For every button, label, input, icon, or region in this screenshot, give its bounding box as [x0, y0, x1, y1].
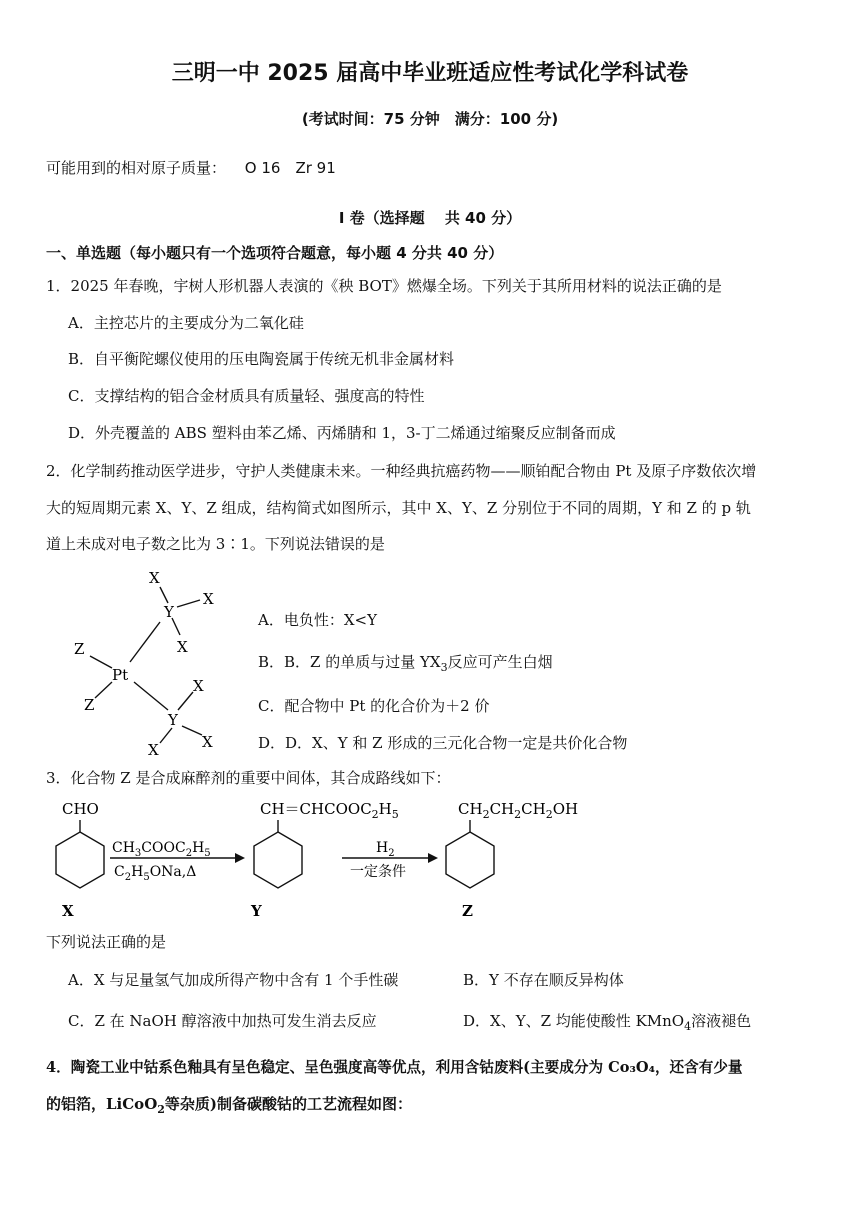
atom-x-4: X — [193, 677, 204, 695]
atomic-mass-values: O 16 Zr 91 — [244, 159, 336, 177]
section-heading: 一、单选题（每小题只有一个选项符合题意，每小题 4 分共 40 分） — [46, 244, 504, 262]
q4-line-2-b: 等杂质)制备碳酸钴的工艺流程如图： — [164, 1095, 413, 1113]
reagent-1-top: $CH_3COOC_2H_5$ — [112, 840, 211, 859]
section-title: I 卷（选择题 共 40 分） — [338, 209, 522, 227]
z-substituent: $CH_2CH_2CH_2OH$ — [458, 800, 579, 821]
q2-option-c: C．配合物中 Pt 的化合价为＋2 价 — [258, 697, 490, 715]
q3-option-d-suffix: 溶液褪色 — [691, 1012, 752, 1030]
exam-subtitle: (考试时间：75 分钟 满分：100 分) — [301, 110, 559, 128]
q1-stem: 1．2025 年春晚，宇树人形机器人表演的《秧 BOT》燃爆全场。下列关于其所用材料的说法正确的是 — [46, 277, 722, 295]
atom-pt: Pt — [112, 666, 129, 684]
reagent-2-bottom: 一定条件 — [350, 864, 406, 880]
reagent-2-top: $H_2$ — [376, 840, 395, 859]
atom-y-1: Y — [164, 603, 174, 621]
compound-label-y: Y — [251, 902, 262, 920]
y-substituent: $CH=CHCOOC_2H_5$ — [260, 800, 399, 821]
q2-option-b — [258, 651, 553, 674]
q4-line-2-sub: 2 — [157, 1103, 165, 1116]
q2-option-a: A．电负性：X<Y — [258, 611, 377, 629]
q4-line-2-a: 的铝箔，LiCoO — [46, 1095, 158, 1113]
q4-line-1: 4．陶瓷工业中钴系色釉具有呈色稳定、呈色强度高等优点，利用含钴废料(主要成分为 Co₃O₄，还含有少量 — [46, 1059, 743, 1076]
q3-option-d — [463, 1010, 751, 1033]
q4-line-2 — [46, 1093, 412, 1116]
q3-option-c: C．Z 在 NaOH 醇溶液中加热可发生消去反应 — [68, 1012, 377, 1030]
q3-option-b: B．Y 不存在顺反异构体 — [463, 971, 624, 989]
q2-option-b-prefix: B．B．Z 的单质与过量 YX — [258, 653, 441, 671]
q3-option-a: A．X 与足量氢气加成所得产物中含有 1 个手性碳 — [68, 971, 399, 989]
q1-option-c: C．支撑结构的铝合金材质具有质量轻、强度高的特性 — [68, 387, 425, 405]
atom-x-3: X — [177, 638, 188, 656]
q2-stem-line-1: 2．化学制药推动医学进步，守护人类健康未来。一种经典抗癌药物——顺铂配合物由 Pt 及原子序数依次增 — [46, 462, 757, 480]
atom-x-6: X — [148, 741, 159, 759]
q3-option-d-prefix: D．X、Y、Z 均能使酸性 KMnO — [463, 1012, 685, 1030]
q2-stem-line-3: 道上未成对电子数之比为 3∶1。下列说法错误的是 — [46, 535, 385, 553]
q3-prompt: 下列说法正确的是 — [46, 933, 167, 951]
q2-option-b-sub: 3 — [440, 661, 448, 674]
q1-option-d: D．外壳覆盖的 ABS 塑料由苯乙烯、丙烯腈和 1，3-丁二烯通过缩聚反应制备而成 — [68, 424, 616, 442]
q2-stem-line-2: 大的短周期元素 X、Y、Z 组成，结构简式如图所示，其中 X、Y、Z 分别位于不同的周期，Y 和 Z 的 p 轨 — [46, 499, 751, 517]
exam-title: 三明一中 2025 届高中毕业班适应性考试化学科试卷 — [171, 61, 689, 86]
x-substituent: CHO — [62, 800, 99, 818]
atomic-mass-label: 可能用到的相对原子质量： — [46, 159, 227, 177]
reagent-1-bottom: $C_2H_5ONa,\Delta$ — [114, 864, 197, 883]
atom-x-2: X — [203, 590, 214, 608]
atom-y-2: Y — [168, 711, 178, 729]
atom-z-2: Z — [84, 696, 95, 714]
atom-x-5: X — [202, 733, 213, 751]
q1-option-a: A．主控芯片的主要成分为二氧化硅 — [68, 314, 304, 332]
q2-option-d: D．D．X、Y 和 Z 形成的三元化合物一定是共价化合物 — [258, 734, 628, 752]
atomic-mass-line — [46, 157, 336, 178]
cisplatin-structure — [60, 560, 240, 760]
synthesis-scheme — [30, 792, 630, 922]
compound-label-x: X — [62, 902, 74, 920]
q1-option-b: B．自平衡陀螺仪使用的压电陶瓷属于传统无机非金属材料 — [68, 350, 455, 368]
q2-option-b-suffix: 反应可产生白烟 — [447, 653, 553, 671]
atom-x-1: X — [149, 569, 160, 587]
compound-label-z: Z — [462, 902, 473, 920]
q3-stem: 3．化合物 Z 是合成麻醉剂的重要中间体，其合成路线如下： — [46, 769, 451, 787]
atom-z-1: Z — [74, 640, 85, 658]
q3-option-d-sub: 4 — [684, 1020, 692, 1033]
